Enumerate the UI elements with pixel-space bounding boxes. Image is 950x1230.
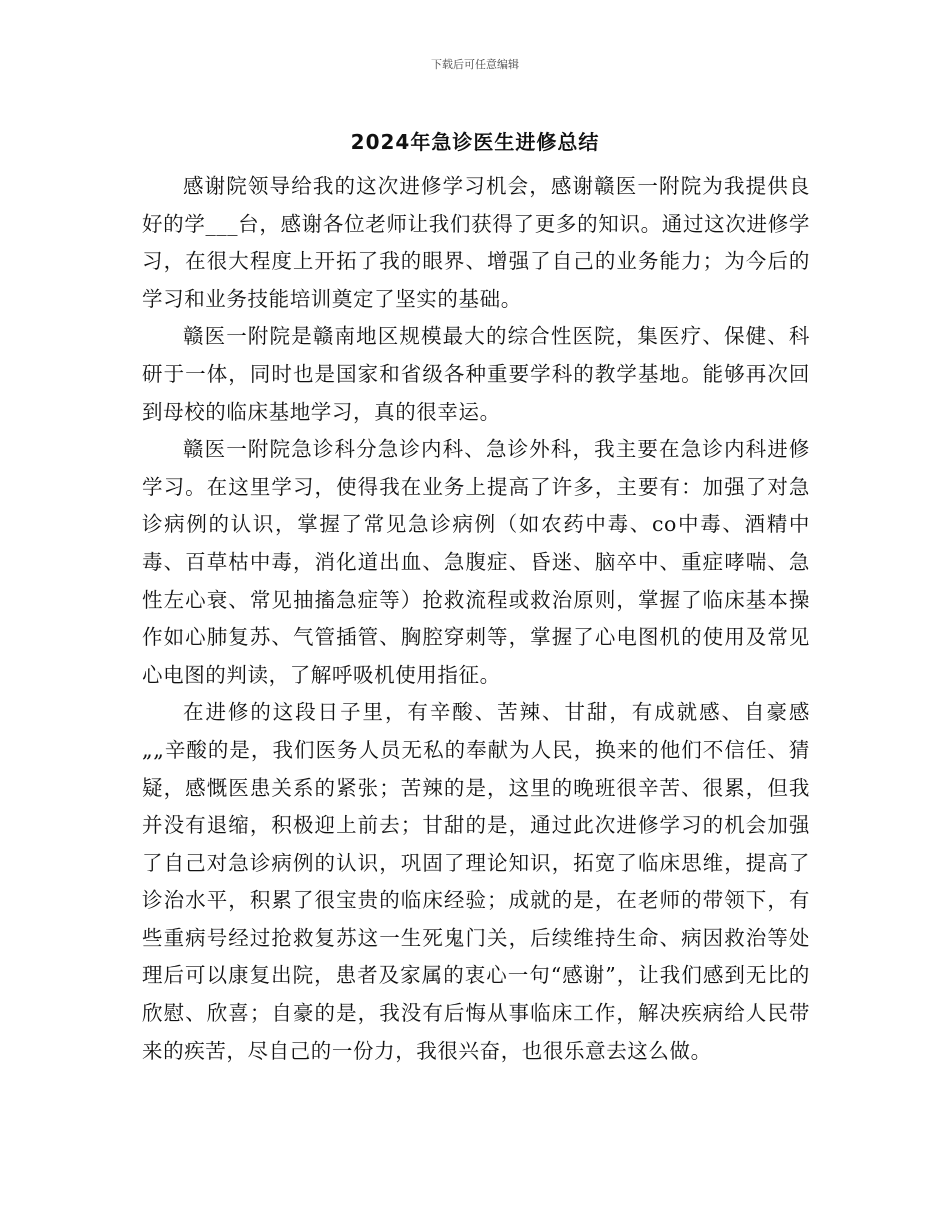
paragraph: 在进修的这段日子里，有辛酸、苦辣、甘甜，有成就感、自豪感„„辛酸的是，我们医务人员无私的奉献为人民，换来的他们不信任、猜疑，感慨医患关系的紧张；苦辣的是，这里的晚班很辛苦、很累，但我并没有退缩，积极迎上前去；甘甜的是，通过此次进修学习的机会加强了自己对急诊病例的认识，巩固了理论知识，拓宽了临床思维，提高了诊治水平，积累了很宝贵的临床经验；成就的是，在老师的带领下，有些重病号经过抢救复苏这一生死鬼门关，后续维持生命、病因救治等处理后可以康复出院，患者及家属的衷心一句“感谢”，让我们感到无比的欣慰、欣喜；自豪的是，我没有后悔从事临床工作，解决疾病给人民带来的疾苦，尽自己的一份力，我很兴奋，也很乐意去这么做。 — [142, 700, 810, 1063]
paragraph: 赣医一附院急诊科分急诊内科、急诊外科，我主要在急诊内科进修学习。在这里学习，使得我在业务上提高了许多，主要有：加强了对急诊病例的认识，掌握了常见急诊病例（如农药中毒、co中毒、酒精中毒、百草枯中毒，消化道出血、急腹症、昏迷、脑卒中、重症哮喘、急性左心衰、常见抽搐急症等）抢救流程或救治原则，掌握了临床基本操作如心肺复苏、气管插管、胸腔穿刺等，掌握了心电图机的使用及常见心电图的判读，了解呼吸机使用指征。 — [142, 437, 810, 687]
paragraph: 感谢院领导给我的这次进修学习机会，感谢赣医一附院为我提供良好的学___台，感谢各位老师让我们获得了更多的知识。通过这次进修学习，在很大程度上开拓了我的眼界、增强了自己的业务能力；为今后的学习和业务技能培训奠定了坚实的基础。 — [142, 174, 810, 311]
paragraph: 赣医一附院是赣南地区规模最大的综合性医院，集医疗、保健、科研于一体，同时也是国家和省级各种重要学科的教学基地。能够再次回到母校的临床基地学习，真的很幸运。 — [142, 324, 810, 424]
document-title: 2024年急诊医生进修总结 — [350, 130, 600, 154]
document-body — [142, 168, 810, 1070]
header-note: 下载后可任意编辑 — [431, 58, 519, 71]
